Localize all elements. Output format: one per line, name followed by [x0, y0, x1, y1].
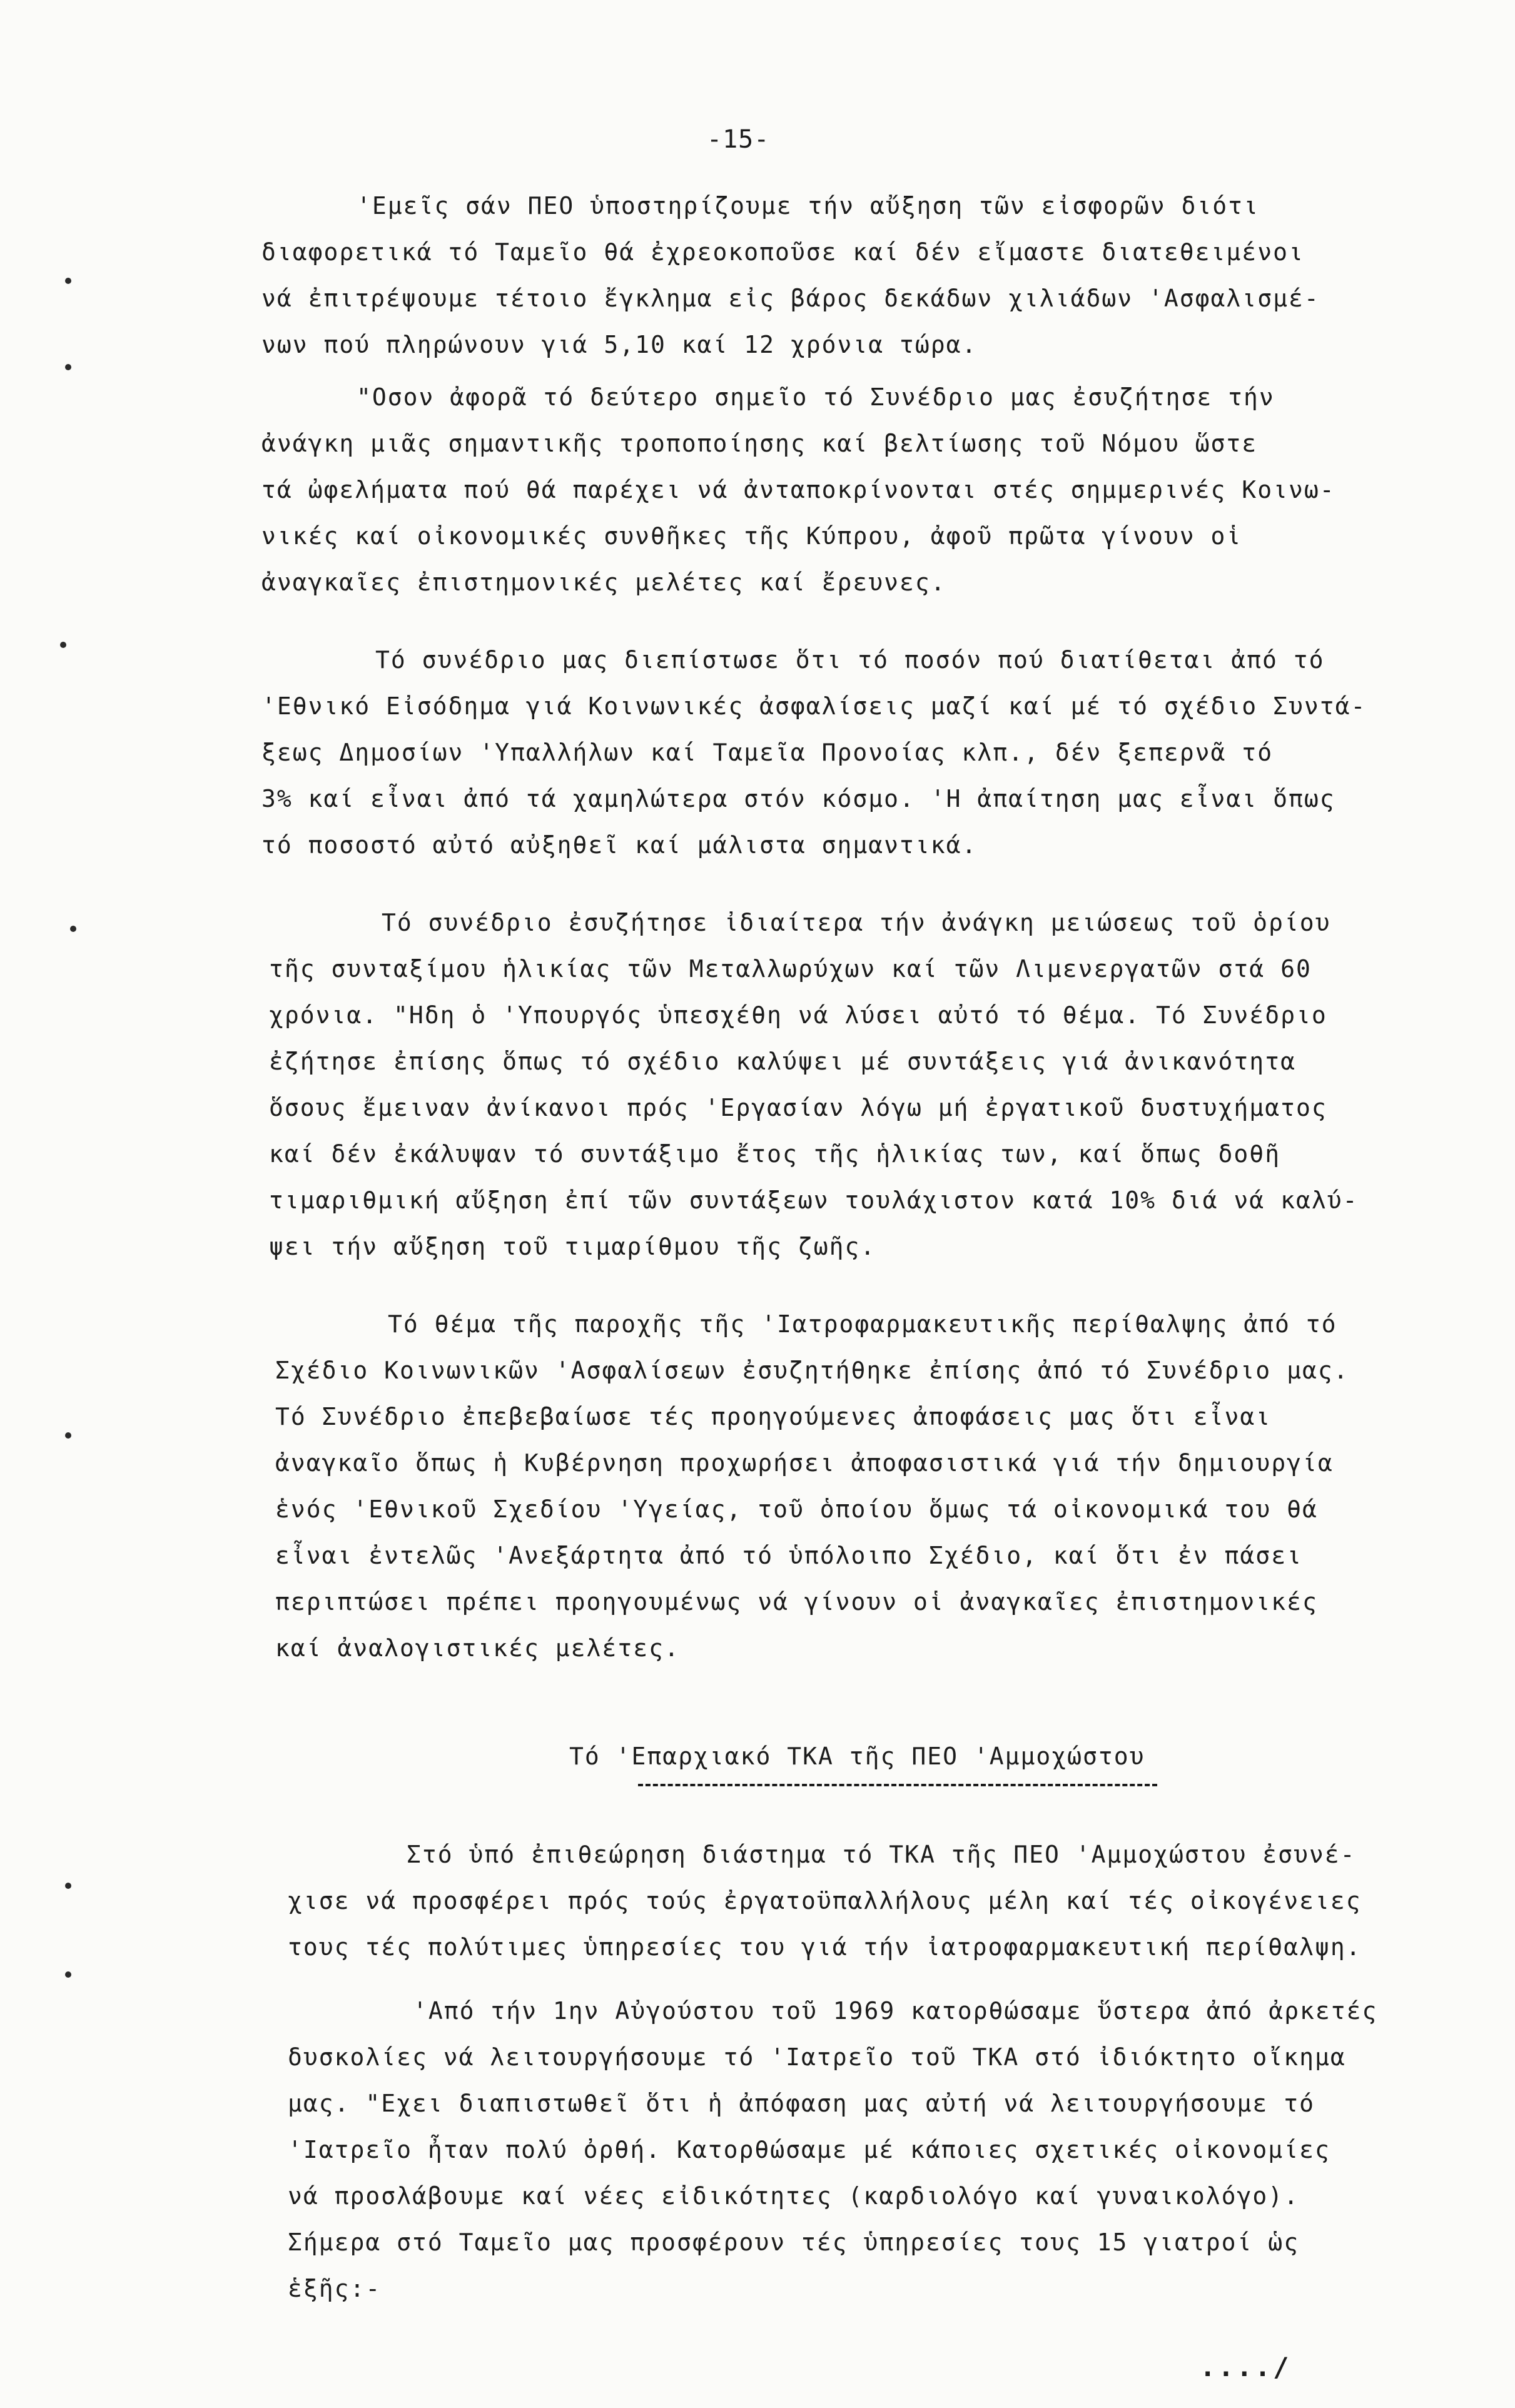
text-line: διαφορετικά τό Ταμεῖο θά ἐχρεοκοποῦσε καί δέν εἴμαστε διατεθειμένοι [261, 238, 1304, 266]
text-line: εἶναι ἐντελῶς 'Ανεξάρτητα ἀπό τό ὑπόλοιπο Σχέδιο, καί ὅτι ἐν πάσει [275, 1542, 1302, 1569]
text-line: καί δέν ἐκάλυψαν τό συντάξιμο ἔτος τῆς ἡλικίας των, καί ὅπως δοθῆ [269, 1140, 1281, 1168]
text-line: 3% καί εἶναι ἀπό τά χαμηλώτερα στόν κόσμο. 'Η ἀπαίτηση μας εἶναι ὅπως [261, 785, 1335, 812]
text-line: νων πού πληρώνουν γιά 5,10 καί 12 χρόνια τώρα. [261, 331, 978, 358]
text-line: περιπτώσει πρέπει προηγουμένως νά γίνουν οἱ ἀναγκαῖες ἐπιστημονικές [275, 1588, 1318, 1616]
margin-speck [65, 1971, 71, 1978]
margin-speck [65, 1432, 71, 1439]
text-line: νά προσλάβουμε καί νέες εἰδικότητες (καρδιολόγο καί γυναικολόγο). [288, 2182, 1300, 2210]
margin-speck [65, 364, 71, 370]
text-line: Στό ὑπό ἐπιθεώρηση διάστημα τό ΤΚΑ τῆς ΠΕΟ 'Αμμοχώστου ἐσυνέ- [407, 1841, 1356, 1868]
text-line: ἑνός 'Εθνικοῦ Σχεδίου 'Υγείας, τοῦ ὁποίου ὅμως τά οἰκονομικά του θά [275, 1495, 1318, 1523]
text-line: Τό συνέδριο μας διεπίστωσε ὅτι τό ποσόν πού διατίθεται ἀπό τό [375, 646, 1325, 674]
text-line: 'Εθνικό Εἰσόδημα γιά Κοινωνικές ἀσφαλίσεις μαζί καί μέ τό σχέδιο Συντά- [261, 692, 1367, 720]
text-line: τους τές πολύτιμες ὑπηρεσίες του γιά τήν ἰατροφαρμακευτική περίθαλψη. [288, 1933, 1362, 1961]
text-line: Σήμερα στό Ταμεῖο μας προσφέρουν τές ὑπηρεσίες τους 15 γιατροί ὡς [288, 2228, 1300, 2256]
text-line: νά ἐπιτρέψουμε τέτοιο ἔγκλημα εἰς βάρος δεκάδων χιλιάδων 'Ασφαλισμέ- [261, 285, 1320, 312]
text-line: Τό θέμα τῆς παροχῆς τῆς 'Ιατροφαρμακευτικῆς περίθαλψης ἀπό τό [388, 1310, 1337, 1338]
text-line: τό ποσοστό αὐτό αὐξηθεῖ καί μάλιστα σημαντικά. [261, 831, 978, 859]
margin-speck [65, 1883, 71, 1889]
text-line: Τό συνέδριο ἐσυζήτησε ἰδιαίτερα τήν ἀνάγκη μειώσεως τοῦ ὁρίου [382, 909, 1331, 936]
text-line: χισε νά προσφέρει πρός τούς ἐργατοϋπαλλήλους μέλη καί τές οἰκογένειες [288, 1887, 1362, 1915]
text-line: χρόνια. "Ηδη ὁ 'Υπουργός ὑπεσχέθη νά λύσει αὐτό τό θέμα. Τό Συνέδριο [269, 1001, 1327, 1029]
text-line: νικές καί οἰκονομικές συνθῆκες τῆς Κύπρου, ἀφοῦ πρῶτα γίνουν οἱ [261, 522, 1242, 550]
text-line: 'Ιατρεῖο ἦταν πολύ ὀρθή. Κατορθώσαμε μέ κάποιες σχετικές οἰκονομίες [288, 2136, 1330, 2163]
text-line: ἐζήτησε ἐπίσης ὅπως τό σχέδιο καλύψει μέ συντάξεις γιά ἀνικανότητα [269, 1048, 1296, 1075]
page-number: -15- [707, 125, 770, 154]
section-heading: Τό 'Επαρχιακό ΤΚΑ τῆς ΠΕΟ 'Αμμοχώστου [569, 1743, 1145, 1770]
margin-speck [60, 642, 66, 648]
text-line: δυσκολίες νά λειτουργήσουμε τό 'Ιατρεῖο τοῦ ΤΚΑ στό ἰδιόκτητο οἴκημα [288, 2043, 1346, 2071]
continuation-mark: ..../ [1200, 2352, 1292, 2382]
text-line: τά ὠφελήματα πού θά παρέχει νά ἀνταποκρίνονται στές σημμερινές Κοινω- [261, 476, 1335, 503]
text-line: ἀνάγκη μιᾶς σημαντικῆς τροποποίησης καί βελτίωσης τοῦ Νόμου ὥστε [261, 430, 1258, 457]
text-line: τιμαριθμική αὔξηση ἐπί τῶν συντάξεων τουλάχιστον κατά 10% διά νά καλύ- [269, 1186, 1359, 1214]
text-line: Τό Συνέδριο ἐπεβεβαίωσε τές προηγούμενες ἀποφάσεις μας ὅτι εἶναι [275, 1403, 1272, 1430]
text-line: 'Από τήν 1ην Αὐγούστου τοῦ 1969 κατορθώσαμε ὕστερα ἀπό ἀρκετές [413, 1997, 1378, 2025]
text-line: τῆς συνταξίμου ἡλικίας τῶν Μεταλλωρύχων καί τῶν Λιμενεργατῶν στά 60 [269, 955, 1312, 983]
text-line: ἑξῆς:- [288, 2275, 382, 2302]
text-line: Σχέδιο Κοινωνικῶν 'Ασφαλίσεων ἐσυζητήθηκε ἐπίσης ἀπό τό Συνέδριο μας. [275, 1357, 1349, 1384]
heading-underline [638, 1784, 1157, 1786]
margin-speck [65, 278, 71, 284]
text-line: ψει τήν αὔξηση τοῦ τιμαρίθμου τῆς ζωῆς. [269, 1233, 876, 1260]
margin-speck [70, 926, 76, 932]
text-line: "Οσον ἀφορᾶ τό δεύτερο σημεῖο τό Συνέδριο μας ἐσυζήτησε τήν [357, 383, 1275, 411]
text-line: ὅσους ἔμειναν ἀνίκανοι πρός 'Εργασίαν λόγω μή ἐργατικοῦ δυστυχήματος [269, 1094, 1327, 1121]
text-line: μας. "Εχει διαπιστωθεῖ ὅτι ἡ ἀπόφαση μας αὐτή νά λειτουργήσουμε τό [288, 2090, 1315, 2117]
text-line: ξεως Δημοσίων 'Υπαλλήλων καί Ταμεῖα Προνοίας κλπ., δέν ξεπερνᾶ τό [261, 739, 1274, 766]
text-line: ἀναγκαῖες ἐπιστημονικές μελέτες καί ἔρευνες. [261, 569, 946, 596]
text-line: ἀναγκαῖο ὅπως ἡ Κυβέρνηση προχωρήσει ἀποφασιστικά γιά τήν δημιουργία [275, 1449, 1334, 1477]
text-line: 'Εμεῖς σάν ΠΕΟ ὑποστηρίζουμε τήν αὔξηση τῶν εἰσφορῶν διότι [357, 192, 1259, 220]
text-line: καί ἀναλογιστικές μελέτες. [275, 1634, 680, 1662]
